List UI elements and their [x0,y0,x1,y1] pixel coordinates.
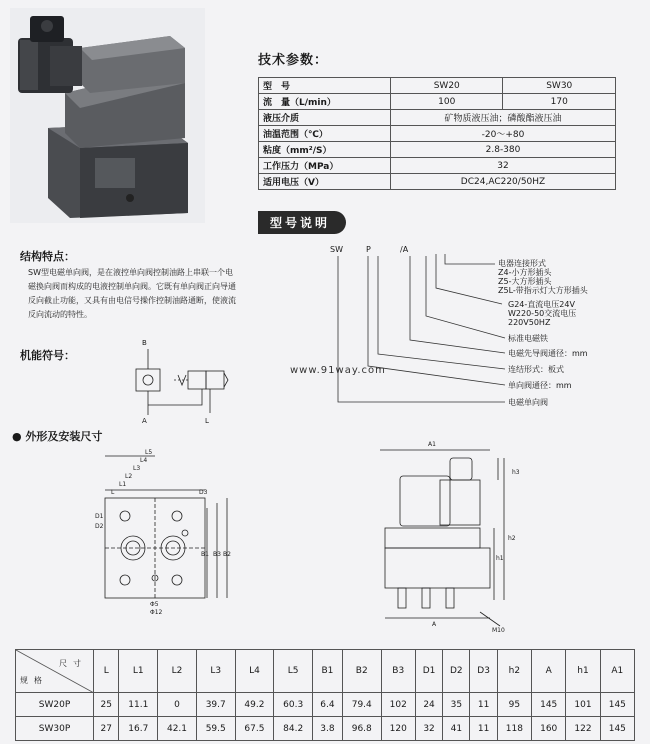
table-cell: 120 [381,717,415,741]
spec-value: 矿物质液压油；磷酸酯液压油 [391,110,616,126]
column-header: L [94,650,119,693]
dim-label-l1: L1 [119,481,127,488]
table-cell: 11.1 [119,693,158,717]
column-header: A1 [600,650,634,693]
spec-key: 工作压力（MPa） [259,158,391,174]
dim-label-h2: h2 [508,535,516,542]
table-cell: 101 [566,693,600,717]
spec-row [259,158,616,174]
column-header: h1 [566,650,600,693]
code-a: /A [400,245,409,254]
code-p: P [366,245,371,254]
spec-key: 适用电压（V） [259,174,391,190]
dim-label-b1: B1 [201,551,209,558]
table-cell: 118 [497,717,531,741]
table-cell: 0 [158,693,197,717]
table-cell: 16.7 [119,717,158,741]
dim-label-l2: L2 [125,473,133,480]
table-cell: 11 [470,693,497,717]
symbol-title: 机能符号： [20,349,75,362]
table-cell: 59.5 [196,717,235,741]
label-conn2: Z5-大方形插头 [498,277,552,286]
spec-value: DC24,AC220/50HZ [391,174,616,190]
row-name: SW20P [16,693,94,717]
column-header: h2 [497,650,531,693]
structure-text: SW型电磁单向阀，是在液控单向阀控制油路上串联一个电磁换向阀而构成的电液控制单向阀。它既有单向阀正向导通反向截止功能，又具有由电信号操作控制油路通断，使液流反向流动的特性。 [28,268,236,319]
column-header: B1 [313,650,343,693]
symbol-a-label: A [142,417,147,425]
column-header: B2 [342,650,381,693]
watermark-url: www.91way.com [290,365,386,376]
table-cell: 102 [381,693,415,717]
dim-label-d1: D1 [95,513,104,520]
column-header: B3 [381,650,415,693]
table-cell: 49.2 [235,693,274,717]
dim-label-d3: D3 [199,489,208,496]
dimension-table [15,649,635,741]
dim-label-l5: L5 [145,449,153,456]
spec-value: SW30 [503,78,616,94]
table-cell: 11 [470,717,497,741]
spec-key: 流 量（L/min） [259,94,391,110]
dimensions-title-text: 外形及安装尺寸 [25,430,103,443]
column-header: L1 [119,650,158,693]
table-cell: 27 [94,717,119,741]
dim-label-h3: h3 [512,469,520,476]
leader-lines [338,254,505,402]
spec-row [259,110,616,126]
label-conn1: Z4-小方形插头 [498,268,552,277]
column-header: D2 [443,650,470,693]
spec-table [258,77,616,190]
table-cell: 32 [415,717,442,741]
label-volt3: 220V50HZ [508,318,551,327]
model-code-diagram [250,236,630,416]
side-view-drawing [380,440,535,640]
table-cell: 25 [94,693,119,717]
table-cell: 3.8 [313,717,343,741]
column-header: D1 [415,650,442,693]
dim-label-phi12: Φ12 [150,609,163,616]
structure-title: 结构特点： [20,250,75,263]
product-photo [10,8,205,223]
table-cell: 42.1 [158,717,197,741]
table-cell: 84.2 [274,717,313,741]
spec-row [259,174,616,190]
row-name: SW30P [16,717,94,741]
diagonal-line [16,650,94,693]
spec-value: -20～+80 [391,126,616,142]
spec-value: 100 [391,94,503,110]
table-cell: 79.4 [342,693,381,717]
table-cell: 95 [497,693,531,717]
table-cell: 96.8 [342,717,381,741]
spec-key: 液压介质 [259,110,391,126]
header-spec-label: 规格 [20,676,48,685]
table-cell: 6.4 [313,693,343,717]
table-cell: 24 [415,693,442,717]
spec-key: 型 号 [259,78,391,94]
table-header-row [16,650,635,693]
function-symbol [130,335,240,425]
dim-label-b2: B2 [223,551,231,558]
column-header: A [532,650,566,693]
column-header: L3 [196,650,235,693]
spec-value: 2.8-380 [391,142,616,158]
dim-label-a1: A1 [428,441,436,448]
table-cell: 67.5 [235,717,274,741]
label-volt2: W220-50交流电压 [508,309,577,318]
label-solenoid: 标准电磁铁 [508,334,548,343]
spec-row [259,126,616,142]
table-cell: 145 [532,693,566,717]
code-sw: SW [330,245,343,254]
column-header: D3 [470,650,497,693]
table-cell: 122 [566,717,600,741]
dim-label-h1: h1 [496,555,504,562]
table-cell: 145 [600,693,634,717]
tech-params-title: 技术参数： [258,53,329,68]
spec-value: 170 [503,94,616,110]
label-volt1: G24-直流电压24V [508,300,575,309]
column-header: L4 [235,650,274,693]
label-conn-title: 电器连接形式 [498,259,546,268]
dim-label-phi5: Φ5 [150,601,159,608]
dim-label-l4: L4 [140,457,148,464]
dim-label-b3: B3 [213,551,221,558]
table-cell: 145 [600,717,634,741]
table-row [16,693,635,717]
spec-row [259,94,616,110]
label-pilot: 电磁先导阀通径：mm [508,349,588,358]
label-bore: 单向阀通径：mm [508,381,572,390]
symbol-l-label: L [205,417,209,425]
model-title: 型号说明 [258,211,346,234]
table-cell: 160 [532,717,566,741]
table-cell: 60.3 [274,693,313,717]
table-row [16,717,635,741]
spec-value: 32 [391,158,616,174]
label-conn3: Z5L-带指示灯大方形插头 [498,286,588,295]
column-header: L5 [274,650,313,693]
label-connection: 连结形式：板式 [508,365,564,374]
header-size-label: 尺寸 [59,659,87,668]
table-cell: 35 [443,693,470,717]
spec-key: 油温范围（℃） [259,126,391,142]
spec-row [259,78,616,94]
symbol-b-label: B [142,339,147,347]
dim-label-a: A [432,621,437,628]
spec-key: 粘度（mm²/S） [259,142,391,158]
dim-label-l: L [111,489,115,496]
mounting-plan-drawing [95,448,235,618]
header-corner-cell [16,650,94,693]
dim-label-m10: M10 [492,627,505,634]
spec-value: SW20 [391,78,503,94]
dim-label-d2: D2 [95,523,104,530]
spec-row [259,142,616,158]
table-cell: 39.7 [196,693,235,717]
dim-label-l3: L3 [133,465,141,472]
dimensions-title: ● 外形及安装尺寸 [12,430,103,443]
label-valve: 电磁单向阀 [508,398,548,407]
table-cell: 41 [443,717,470,741]
column-header: L2 [158,650,197,693]
